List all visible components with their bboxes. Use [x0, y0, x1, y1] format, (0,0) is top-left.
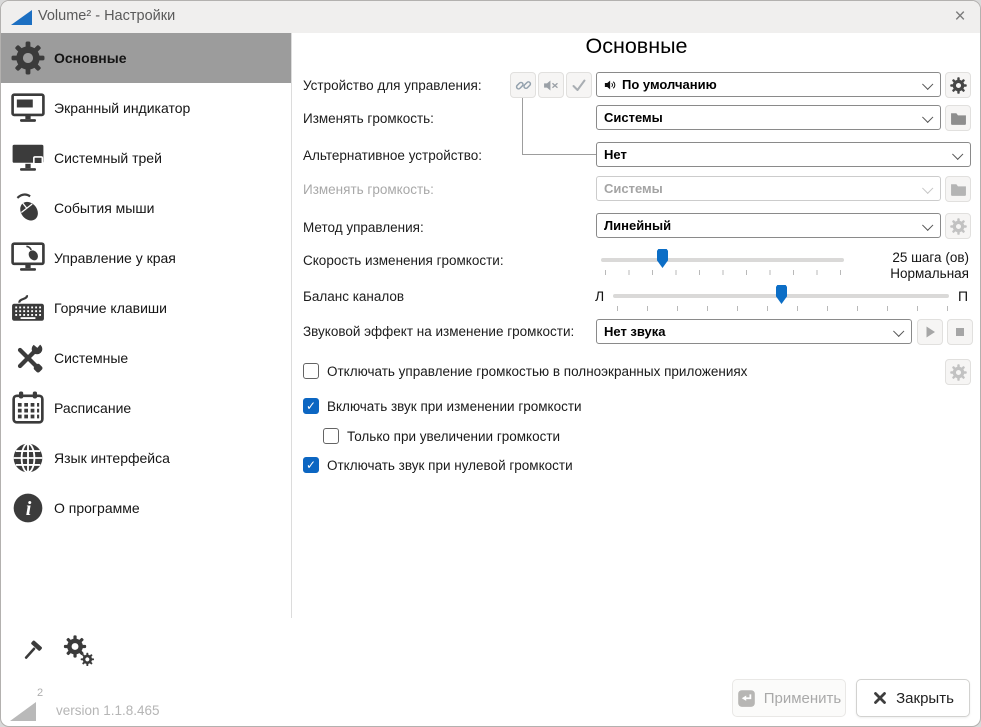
sidebar-item-label: Расписание [54, 400, 132, 416]
sidebar-item-about[interactable] [1, 483, 291, 533]
balance-label: Баланс каналов [303, 289, 405, 304]
calendar-icon [11, 391, 45, 425]
sidebar-item-label: Основные [54, 50, 127, 66]
alt-change-volume-browse-button [945, 176, 971, 202]
keyboard-icon [11, 291, 45, 325]
footer-logo-sup: 2 [37, 687, 44, 699]
close-x-icon [872, 690, 888, 706]
version-text: version 1.1.8.465 [56, 703, 160, 718]
gear-icon [11, 41, 45, 75]
mouse-icon [11, 191, 45, 225]
checkbox-label: Включать звук при изменении громкости [327, 398, 582, 414]
speed-mode: Нормальная [890, 265, 969, 281]
alt-change-volume-value: Системы [604, 181, 663, 196]
folder-icon [950, 110, 967, 127]
close-button[interactable] [856, 679, 970, 717]
alt-device-label: Альтернативное устройство: [303, 148, 482, 163]
sidebar-item-osd[interactable] [1, 83, 291, 133]
play-icon [922, 324, 938, 340]
sidebar-divider [291, 33, 292, 618]
change-volume-label: Изменять громкость: [303, 111, 434, 126]
method-label: Метод управления: [303, 220, 424, 235]
sidebar-item-label: Язык интерфейса [54, 450, 170, 466]
muted-speaker-icon [543, 77, 560, 94]
sidebar-item-language[interactable] [1, 433, 291, 483]
chevron-down-icon [952, 149, 963, 160]
tools-icon [11, 341, 45, 375]
speed-value [841, 250, 969, 281]
stop-icon [952, 324, 968, 340]
sidebar-item-schedule[interactable] [1, 383, 291, 433]
checkbox-box[interactable] [303, 363, 319, 379]
sidebar-item-label: Экранный индикатор [54, 100, 191, 116]
unmute-on-change-checkbox[interactable] [303, 398, 582, 414]
method-select[interactable] [596, 213, 941, 238]
info-icon [11, 491, 45, 525]
sidebar-item-edge-control[interactable] [1, 233, 291, 283]
sidebar-item-general[interactable] [1, 33, 291, 83]
gear-icon [950, 364, 967, 381]
apply-button-label: Применить [763, 689, 842, 707]
effect-label: Звуковой эффект на изменение громкости: [303, 324, 575, 339]
apply-button[interactable] [732, 679, 846, 717]
folder-icon [950, 181, 967, 198]
checkbox-label: Отключать управление громкостью в полноэкранных приложениях [327, 363, 748, 379]
chevron-down-icon [922, 112, 933, 123]
sidebar-item-label: Горячие клавиши [54, 300, 167, 316]
balance-slider-thumb[interactable] [776, 285, 787, 304]
alt-change-volume-select [596, 176, 941, 201]
hammer-icon[interactable] [19, 639, 46, 666]
title-bar[interactable] [1, 1, 980, 33]
monitor-mouse-icon [11, 241, 45, 275]
sidebar-item-label: Системный трей [54, 150, 162, 166]
fullscreen-settings-button [945, 359, 971, 385]
alt-device-select[interactable] [596, 142, 971, 167]
checkbox-box[interactable]: ✓ [303, 457, 319, 473]
speed-label: Скорость изменения громкости: [303, 253, 504, 268]
effect-value: Нет звука [604, 324, 666, 339]
speaker-icon [604, 78, 618, 92]
link-connector-vertical [522, 98, 523, 155]
mute-at-zero-checkbox[interactable] [303, 457, 573, 473]
fullscreen-disable-checkbox[interactable] [303, 363, 747, 379]
close-button-label: Закрыть [896, 689, 954, 707]
sidebar-item-mouse-events[interactable] [1, 183, 291, 233]
link-icon [515, 77, 532, 94]
app-logo-icon [11, 10, 32, 25]
speed-steps: 25 шага (ов) [892, 250, 969, 265]
sidebar-item-label: Управление у края [54, 250, 176, 266]
change-volume-value: Системы [604, 110, 663, 125]
balance-slider-ticks [617, 306, 949, 311]
speed-slider-track[interactable] [601, 258, 844, 262]
confirm-device-button[interactable] [566, 72, 592, 98]
chevron-down-icon [893, 326, 904, 337]
method-value: Линейный [604, 218, 672, 233]
effect-select[interactable] [596, 319, 912, 344]
checkbox-label: Только при увеличении громкости [347, 428, 561, 444]
checkmark-icon [571, 77, 587, 93]
chevron-down-icon [922, 183, 933, 194]
stop-sound-button[interactable] [947, 319, 973, 345]
sidebar-item-hotkeys[interactable] [1, 283, 291, 333]
globe-icon [11, 441, 45, 475]
device-settings-button[interactable] [945, 72, 971, 98]
sidebar-item-label: О программе [54, 500, 140, 516]
page-title: Основные [585, 34, 688, 58]
checkbox-label: Отключать звук при нулевой громкости [327, 457, 573, 473]
enter-key-icon [737, 689, 756, 708]
mute-device-button[interactable] [538, 72, 564, 98]
change-volume-select[interactable] [596, 105, 941, 130]
sidebar-item-system[interactable] [1, 333, 291, 383]
gear-icon [950, 218, 967, 235]
chevron-down-icon [922, 220, 933, 231]
change-volume-browse-button[interactable] [945, 105, 971, 131]
method-settings-button [945, 213, 971, 239]
footer-logo-icon [10, 702, 36, 721]
sidebar-item-label: Системные [54, 350, 129, 366]
window-close-button[interactable]: × [954, 5, 966, 27]
device-label: Устройство для управления: [303, 78, 482, 93]
checkbox-box[interactable] [323, 428, 339, 444]
speed-slider-ticks [605, 270, 843, 275]
balance-right-label: П [958, 288, 969, 304]
balance-left-label: Л [595, 288, 605, 304]
speed-slider-thumb[interactable] [657, 249, 668, 268]
gears-icon[interactable] [63, 635, 98, 670]
gear-icon [950, 77, 967, 94]
monitor-tray-icon [11, 141, 45, 175]
sidebar-item-tray[interactable] [1, 133, 291, 183]
alt-change-volume-label: Изменять громкость: [303, 182, 434, 197]
window-title: Volume² - Настройки [38, 8, 176, 24]
link-connector-horizontal [522, 154, 596, 155]
device-select[interactable] [596, 72, 941, 97]
checkbox-box[interactable]: ✓ [303, 398, 319, 414]
sidebar-item-label: События мыши [54, 200, 155, 216]
link-device-button[interactable] [510, 72, 536, 98]
only-increase-checkbox[interactable] [323, 428, 560, 444]
chevron-down-icon [922, 79, 933, 90]
play-sound-button[interactable] [917, 319, 943, 345]
alt-device-value: Нет [604, 147, 627, 162]
monitor-osd-icon [11, 91, 45, 125]
device-select-value: По умолчанию [622, 77, 717, 92]
